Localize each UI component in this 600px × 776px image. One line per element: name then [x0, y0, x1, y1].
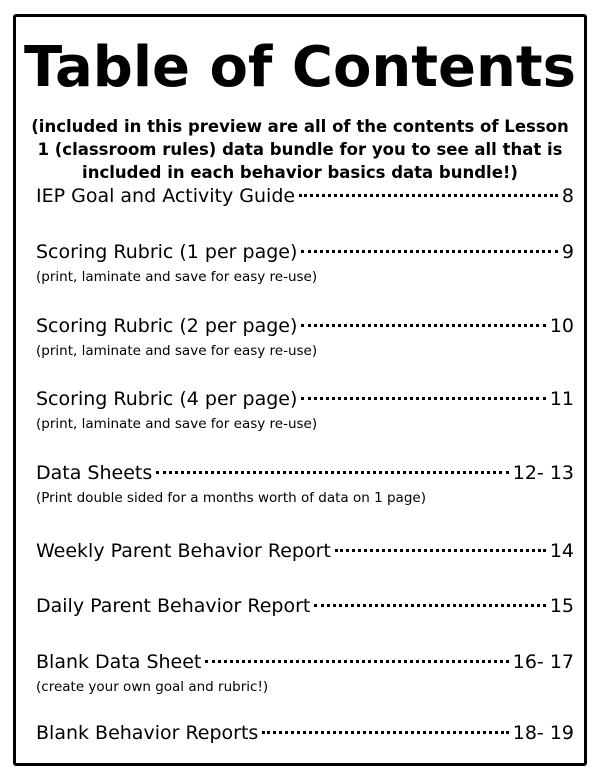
toc-entry-note: (create your own goal and rubric!) — [36, 679, 269, 695]
toc-entry-label: Data Sheets — [36, 462, 153, 484]
toc-entry-page: 14 — [549, 540, 574, 562]
toc-entry-label: Daily Parent Behavior Report — [36, 595, 311, 617]
toc-entry-label: Scoring Rubric (1 per page) — [36, 241, 298, 263]
toc-entry — [36, 538, 574, 564]
toc-entry-page: 10 — [549, 315, 574, 337]
toc-entry-label: Scoring Rubric (2 per page) — [36, 315, 298, 337]
toc-entry-page: 11 — [549, 388, 574, 410]
toc-entry-page: 12- 13 — [512, 462, 574, 484]
toc-entry — [36, 313, 574, 361]
toc-entry-note: (print, laminate and save for easy re-use) — [36, 343, 318, 359]
toc-entry-page: 9 — [561, 241, 574, 263]
toc-entry-label: IEP Goal and Activity Guide — [36, 185, 296, 207]
dot-leader — [314, 603, 545, 607]
toc-entry — [36, 649, 574, 697]
dot-leader — [205, 659, 508, 663]
dot-leader — [301, 396, 545, 400]
toc-entry — [36, 460, 574, 508]
dot-leader — [262, 730, 508, 734]
toc-entry-page: 16- 17 — [512, 651, 574, 673]
toc-entry-label: Weekly Parent Behavior Report — [36, 540, 331, 562]
toc-entry-page: 8 — [561, 185, 574, 207]
toc-entry — [36, 239, 574, 287]
toc-entry — [36, 593, 574, 619]
dot-leader — [335, 548, 546, 552]
page-title: Table of Contents — [23, 35, 576, 100]
toc-entry — [36, 183, 574, 209]
toc-entry-note: (Print double sided for a months worth of data on 1 page) — [36, 490, 426, 506]
toc-entry-page: 18- 19 — [512, 722, 574, 744]
toc-entry-note: (print, laminate and save for easy re-use) — [36, 416, 318, 432]
dot-leader — [301, 323, 545, 327]
toc-entry — [36, 720, 574, 746]
dot-leader — [156, 470, 509, 474]
page-border — [13, 14, 587, 766]
page-subtitle: (included in this preview are all of the contents of Lesson 1 (classroom rules) data bundle for you to see all that is included in each behavior basics data bundle!) — [31, 117, 569, 182]
toc-entry — [36, 386, 574, 434]
toc-entry-page: 15 — [549, 595, 574, 617]
toc-entry-label: Scoring Rubric (4 per page) — [36, 388, 298, 410]
dot-leader — [299, 193, 558, 197]
toc-entry-label: Blank Behavior Reports — [36, 722, 259, 744]
toc-entry-note: (print, laminate and save for easy re-use) — [36, 269, 318, 285]
dot-leader — [301, 249, 558, 253]
toc-entry-label: Blank Data Sheet — [36, 651, 202, 673]
